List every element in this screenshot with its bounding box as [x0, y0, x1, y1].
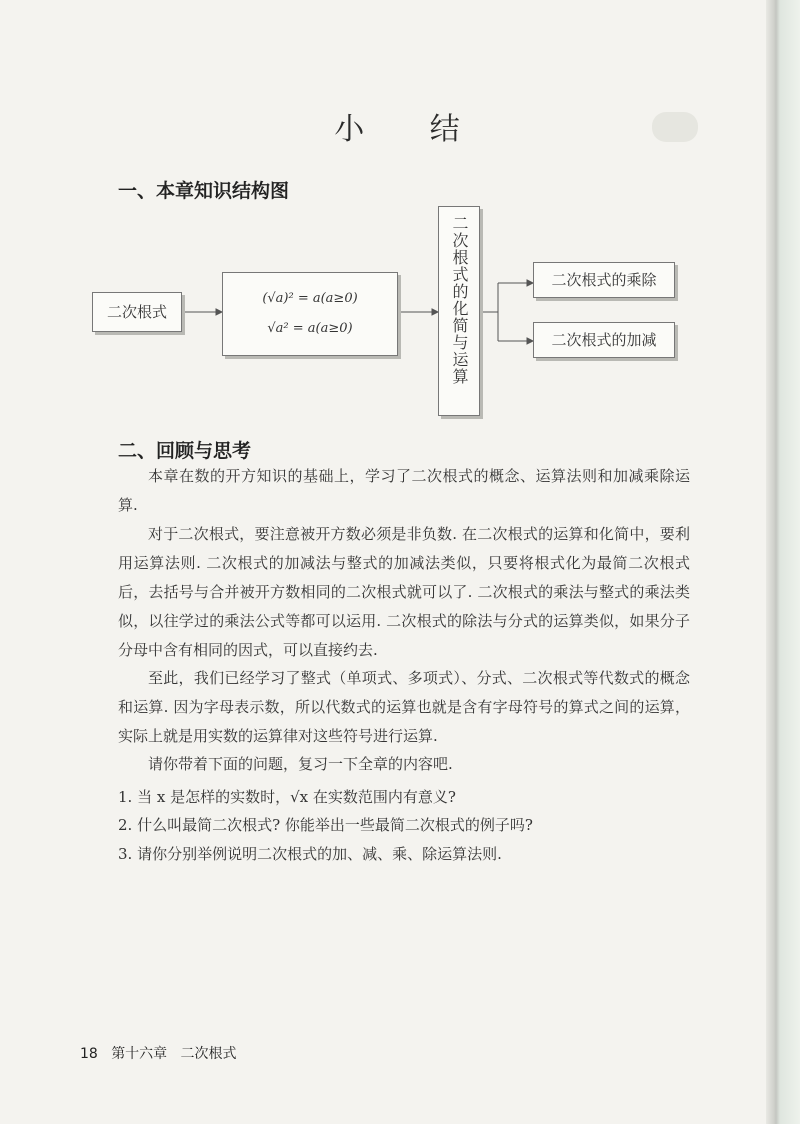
- diagram-box-formulas: [222, 272, 398, 356]
- page-edge-strip: [766, 0, 800, 1124]
- diagram-box-mult-div-label: 二次根式的乘除: [551, 271, 657, 289]
- review-paragraph-2: 对于二次根式，要注意被开方数必须是非负数. 在二次根式的运算和化简中，要利用运算法则. 二次根式的加减法与整式的加减法类似，只要将根式化为最简二次根式后，去括号与合并被开方数相同的二次根式就可以了. 二次根式的乘法与整式的乘法类似，以往学过的乘法公式等都可以运用. 二次根式的除法与分式的运算类似，如果分子分母中含有相同的因式，可以直接约去.: [118, 525, 690, 659]
- page-footer: [80, 1043, 237, 1063]
- diagram-box-mult-div: [533, 262, 675, 298]
- review-paragraph-4: 请你带着下面的问题，复习一下全章的内容吧.: [148, 755, 453, 773]
- diagram-box-add-sub-label: 二次根式的加减: [551, 331, 657, 349]
- review-question-2: 2. 什么叫最简二次根式? 你能举出一些最简二次根式的例子吗?: [118, 816, 533, 834]
- formula-square-of-root: (√a)² = a(a≥0): [262, 291, 358, 306]
- diagram-box-radical: [92, 292, 182, 332]
- diagram-connectors: [0, 0, 766, 430]
- section-heading-structure: 一、本章知识结构图: [118, 180, 290, 202]
- formula-root-of-square: √a² = a(a≥0): [267, 321, 353, 336]
- review-paragraph-3: 至此，我们已经学习了整式（单项式、多项式）、分式、二次根式等代数式的概念和运算. 因为字母表示数，所以代数式的运算也就是含有字母符号的算式之间的运算，实际上就是用实数的运算律对这些符号进行运算.: [118, 669, 690, 745]
- page-number: 18: [80, 1046, 98, 1062]
- chapter-number: 第十六章: [111, 1046, 168, 1062]
- section-heading-review: 二、回顾与思考: [118, 440, 252, 462]
- review-question-1: 1. 当 x 是怎样的实数时，√x 在实数范围内有意义?: [118, 788, 456, 806]
- diagram-box-simplification: [438, 206, 480, 416]
- chapter-title: 二次根式: [180, 1046, 237, 1062]
- review-question-3: 3. 请你分别举例说明二次根式的加、减、乘、除运算法则.: [118, 845, 502, 863]
- diagram-box-radical-label: 二次根式: [106, 303, 167, 321]
- page-title: 小 结: [334, 112, 488, 147]
- diagram-box-add-sub: [533, 322, 675, 358]
- diagram-box-simplification-label: 二次根式的化简与运算: [450, 215, 469, 385]
- review-paragraph-1: 本章在数的开方知识的基础上，学习了二次根式的概念、运算法则和加减乘除运算.: [118, 467, 690, 514]
